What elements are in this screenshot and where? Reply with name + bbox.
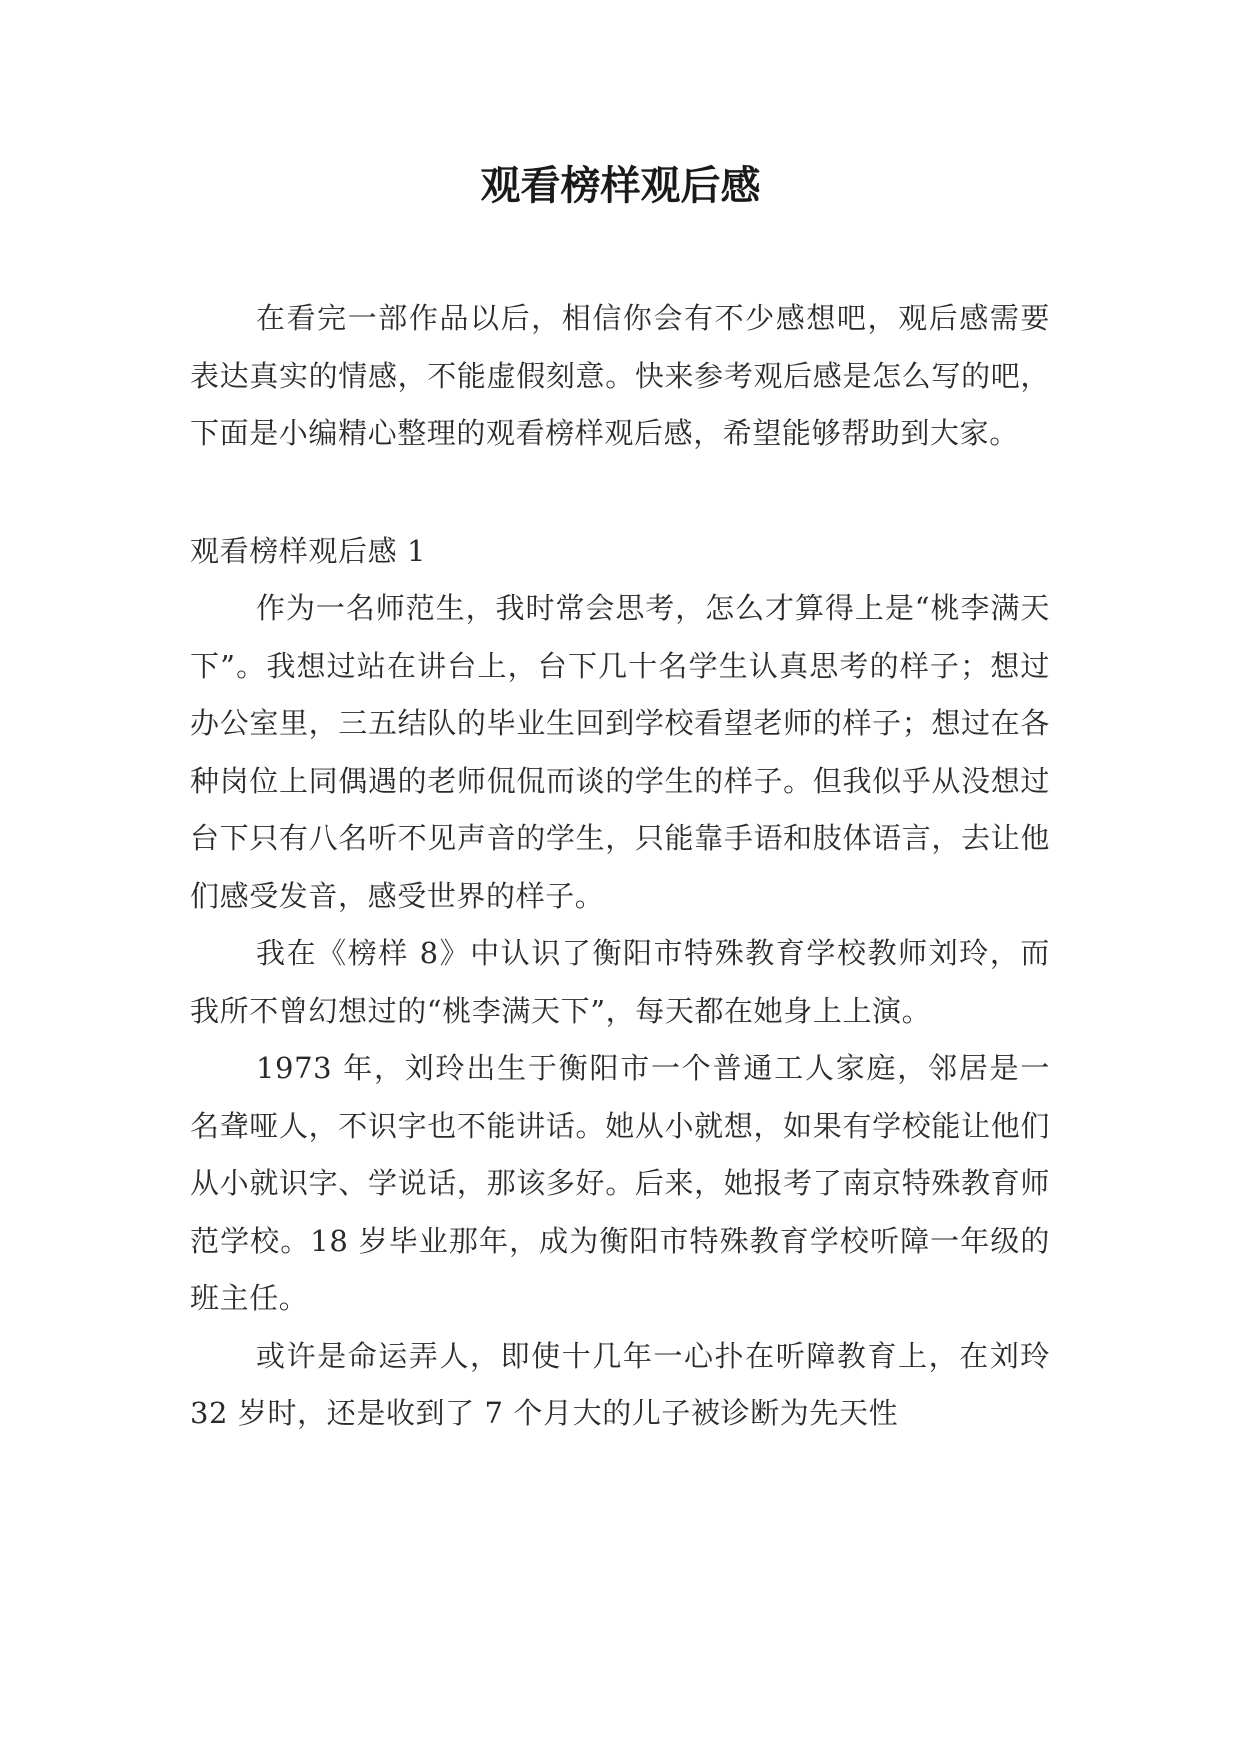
body-paragraph: 1973 年，刘玲出生于衡阳市一个普通工人家庭，邻居是一名聋哑人，不识字也不能讲话。她从小就想，如果有学校能让他们从小就识字、学说话，那该多好。后来，她报考了南京特殊教育师范学校。18 岁毕业那年，成为衡阳市特殊教育学校听障一年级的班主任。 — [190, 1051, 1050, 1315]
intro-paragraph: 在看完一部作品以后，相信你会有不少感想吧，观后感需要表达真实的情感，不能虚假刻意。快来参考观后感是怎么写的吧，下面是小编精心整理的观看榜样观后感，希望能够帮助到大家。 — [190, 301, 1050, 450]
body-paragraph: 或许是命运弄人，即使十几年一心扑在听障教育上，在刘玲 32 岁时，还是收到了 7 个月大的儿子被诊断为先天性 — [190, 1338, 1050, 1430]
document-body — [190, 290, 1050, 1443]
section-spacer — [190, 463, 1050, 523]
body-paragraph: 我在《榜样 8》中认识了衡阳市特殊教育学校教师刘玲，而我所不曾幻想过的“桃李满天下”，每天都在她身上上演。 — [190, 936, 1050, 1028]
body-paragraph: 作为一名师范生，我时常会思考，怎么才算得上是“桃李满天下”。我想过站在讲台上，台下几十名学生认真思考的样子；想过办公室里，三五结队的毕业生回到学校看望老师的样子；想过在各种岗位上同偶遇的老师侃侃而谈的学生的样子。但我似乎从没想过台下只有八名听不见声音的学生，只能靠手语和肢体语言，去让他们感受发音，感受世界的样子。 — [190, 591, 1050, 913]
document-title: 观看榜样观后感 — [480, 162, 761, 209]
section-heading: 观看榜样观后感 1 — [190, 533, 427, 568]
